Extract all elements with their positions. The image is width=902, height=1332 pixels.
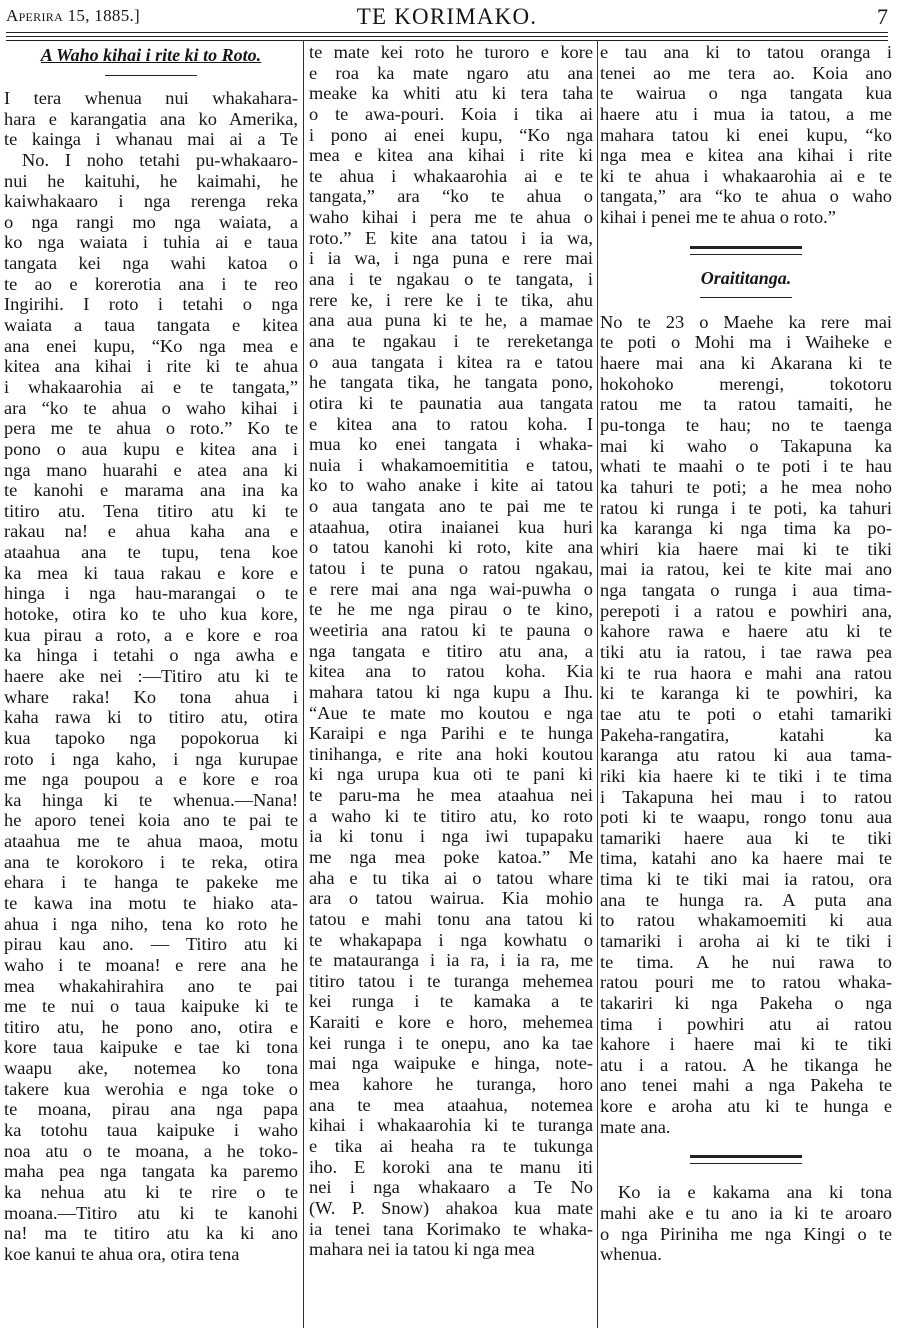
text-line: o aua tangata i kitea ra e tatou bbox=[309, 351, 593, 372]
text-line: ratou me ta ratou tamaiti, he bbox=[600, 394, 892, 415]
text-line: whiri kia haere mai ki te tiki bbox=[600, 538, 892, 559]
text-line: perepoti i a ratou e powhiri ana, bbox=[600, 600, 892, 621]
text-line: ana aua puna ki te he, a mamae bbox=[309, 310, 593, 331]
text-line: tangata kei nga wahi katoa o bbox=[4, 253, 298, 274]
text-line: whenua. bbox=[600, 1244, 662, 1265]
text-line: i whakaarohia ai e te tangata,” bbox=[4, 376, 298, 397]
text-line: kitea ana to ratou koha. Kia bbox=[309, 661, 593, 682]
text-line: haere ake nei :—Titiro atu ki te bbox=[4, 665, 298, 686]
text-line: hotoke, otira ko te uho kua kore, bbox=[4, 604, 298, 625]
text-line: te ao e korerotia ana i te reo bbox=[4, 273, 298, 294]
text-line: karanga atu ratou ki aua tama- bbox=[600, 745, 892, 766]
text-line: i Takapuna hei mau i to ratou bbox=[600, 786, 892, 807]
text-line: to ratou whakamoemiti ki aua bbox=[600, 910, 892, 931]
text-line: i ia wa, i nga puna e rere mai bbox=[309, 248, 593, 269]
text-line: ki te ahua i whakaarohia ai e te bbox=[600, 165, 892, 186]
text-line: kore taua kaipuke e tae ki tona bbox=[4, 1037, 298, 1058]
text-line: tima i powhiri atu ai ratou bbox=[600, 1013, 892, 1034]
text-line: mahara tatou ki nga kupu a Ihu. bbox=[309, 681, 593, 702]
text-line: atu i a ratou. A he tikanga he bbox=[600, 1054, 892, 1075]
text-line: pirau kau ano. — Titiro atu ki bbox=[4, 934, 298, 955]
text-line: ehara i te hanga te pakeke me bbox=[4, 872, 298, 893]
text-line: mea kahore he turanga, horo bbox=[309, 1074, 593, 1095]
text-line: nga mano huarahi e atea ana ki bbox=[4, 459, 298, 480]
text-line: o aua tangata ano te pai me te bbox=[309, 496, 593, 517]
text-line: waho kihai i pera me te ahua o bbox=[309, 207, 593, 228]
text-line: pera me te ahua o roto.” Ko te bbox=[4, 418, 298, 439]
text-line: kitea ana kihai i rite ki te ahua bbox=[4, 356, 298, 377]
text-line: ana te hunga ra. A puta ana bbox=[600, 889, 892, 910]
section-rule bbox=[690, 246, 802, 255]
text-line: ka mea ki taua rakau e kore e bbox=[4, 562, 298, 583]
text-line: mua ko enei tangata i whaka- bbox=[309, 434, 593, 455]
text-line: te ahua i whakaarohia ai e te bbox=[309, 165, 593, 186]
text-line: te poti o Mohi ma i Waiheke e bbox=[600, 332, 892, 353]
text-line: aha e tu tika ai o tatou whare bbox=[309, 867, 593, 888]
text-line: kua pirau a roto, a e kore e roa bbox=[4, 624, 298, 645]
text-line: me nga poupou a e kore e roa bbox=[4, 769, 298, 790]
text-line: he aporo tenei koia ano te pai te bbox=[4, 810, 298, 831]
text-line: nga mea e kitea ana kihai i rite bbox=[600, 145, 892, 166]
text-line: te moana, pirau ana nga papa bbox=[4, 1099, 298, 1120]
text-line: te matauranga i ia ra, i ia ra, me bbox=[309, 950, 593, 971]
text-line: titiro atu, he pono ano, otira e bbox=[4, 1016, 298, 1037]
text-line: tae atu te poti o etahi tamariki bbox=[600, 703, 892, 724]
article-body-continued bbox=[309, 42, 593, 1260]
heading-rule bbox=[700, 297, 792, 298]
text-line: he tangata tika, he tangata pono, bbox=[309, 372, 593, 393]
text-line: te whakapapa i nga kowhatu o bbox=[309, 929, 593, 950]
text-line: tenei ao me tera ao. Koia ano bbox=[600, 62, 892, 83]
text-line: e tau ana ki to tatou oranga i bbox=[600, 42, 892, 62]
text-line: o tatou kanohi ki roto, kite ana bbox=[309, 537, 593, 558]
text-line: tangata,” ara “ko te ahua o bbox=[309, 186, 593, 207]
text-line: (W. P. Snow) ahakoa kua mate bbox=[309, 1197, 593, 1218]
text-line: ki te rua haora e mahi ana ratou bbox=[600, 662, 892, 683]
article-body-end bbox=[600, 42, 892, 228]
text-line: ratou ki runga i te poti, ka tahuri bbox=[600, 497, 892, 518]
text-line: waapu ake, notemea ko tona bbox=[4, 1058, 298, 1079]
text-line: nuia i whakamoemititia e tatou, bbox=[309, 454, 593, 475]
text-line: te he me nga pirau o te kino, bbox=[309, 599, 593, 620]
text-line: moana.—Titiro atu ki te kanohi bbox=[4, 1202, 298, 1223]
text-line: roto i nga kaho, i nga kurupae bbox=[4, 748, 298, 769]
text-line: rakau na! e ahua kaha ana e bbox=[4, 521, 298, 542]
column-divider bbox=[597, 40, 598, 1328]
text-line: ana enei kupu, “Ko nga mea e bbox=[4, 335, 298, 356]
text-line: ko to waho anake i kite ai tatou bbox=[309, 475, 593, 496]
text-line: tima, katahi ano ka haere mai te bbox=[600, 848, 892, 869]
text-line: mea e kitea ana kihai i rite ki bbox=[309, 145, 593, 166]
text-line: rere ke, i rere ke i te tika, ahu bbox=[309, 289, 593, 310]
text-line: mai ki waho o Takapuna ka bbox=[600, 435, 892, 456]
text-line: o nga rangi mo nga waiata, a bbox=[4, 211, 298, 232]
text-line: nui he kaituhi, he kaimahi, he bbox=[4, 170, 298, 191]
text-line: me nga mea poke katoa.” Me bbox=[309, 846, 593, 867]
text-line: kaiwhakaaro i nga rerenga reka bbox=[4, 191, 298, 212]
text-line: ki nga urupa kua oti te pani ki bbox=[309, 764, 593, 785]
text-line: ka karanga ki nga tima ka po- bbox=[600, 518, 892, 539]
text-line: kahore rawa e haere atu ki te bbox=[600, 621, 892, 642]
text-line: ara “ko te ahua o waho kihai i bbox=[4, 397, 298, 418]
text-line: me te nui o taua kaipuke ki te bbox=[4, 996, 298, 1017]
text-line: te wairua o nga tangata kua bbox=[600, 83, 892, 104]
text-line: ratou pouri me to ratou whaka- bbox=[600, 972, 892, 993]
text-line: ahua i nga niho, tena ko roto he bbox=[4, 913, 298, 934]
text-line: te tima. A he nui rawa to bbox=[600, 951, 892, 972]
text-line: a waho ki te titiro atu, ko roto bbox=[309, 805, 593, 826]
text-line: noa atu o te moana, a he toko- bbox=[4, 1140, 298, 1161]
text-line: kihai i whakaarohia ki te turanga bbox=[309, 1115, 593, 1136]
article-heading: A Waho kihai i rite ki to Roto. bbox=[40, 45, 262, 65]
text-line: meake ka whiti atu ki tera taha bbox=[309, 83, 593, 104]
text-line: ana i te ngakau o te tangata, i bbox=[309, 269, 593, 290]
text-line: waho i te moana! e rere ana he bbox=[4, 954, 298, 975]
text-line: mate ana. bbox=[600, 1116, 671, 1137]
text-line: I tera whenua nui whakahara- bbox=[4, 88, 298, 108]
text-line: ka hinga ki te whenua.—Nana! bbox=[4, 789, 298, 810]
text-line: te paru-ma he mea ataahua nei bbox=[309, 785, 593, 806]
text-line: nga tangata e titiro atu ana, a bbox=[309, 640, 593, 661]
text-line: ka nehua atu ki te rire o te bbox=[4, 1181, 298, 1202]
text-line: whati te maahi o te poti i te hau bbox=[600, 456, 892, 477]
page-header bbox=[6, 2, 888, 33]
text-line: e kitea ana to ratou koha. I bbox=[309, 413, 593, 434]
text-line: mai nga waipuke e hinga, note- bbox=[309, 1053, 593, 1074]
text-line: mai ia ratou, kei te kite mai ano bbox=[600, 559, 892, 580]
text-line: otira ki te paunatia aua tangata bbox=[309, 392, 593, 413]
text-line: te kainga i whanau mai ai a Te bbox=[4, 129, 298, 150]
text-line: kihai i penei me te ahua o roto.” bbox=[600, 207, 836, 228]
text-line: te kanohi e marama ana ina ka bbox=[4, 480, 298, 501]
text-line: takere kua werohia e nga toke o bbox=[4, 1078, 298, 1099]
text-line: ia tenei tana Korimako te whaka- bbox=[309, 1218, 593, 1239]
text-line: mea whakahirahira ano te pai bbox=[4, 975, 298, 996]
text-line: ka tahuri te poti; a he mea noho bbox=[600, 476, 892, 497]
text-line: ataahua me te ahua maoa, motu bbox=[4, 831, 298, 852]
text-line: tatou e mahi tonu ana tatou ki bbox=[309, 908, 593, 929]
text-line: ia ki tonu i nga iwi tupapaku bbox=[309, 826, 593, 847]
text-line: e roa ka mate ngaro atu ana bbox=[309, 62, 593, 83]
text-line: maha pea nga tangata ka paremo bbox=[4, 1161, 298, 1182]
text-line: kei runga i te kamaka a te bbox=[309, 991, 593, 1012]
text-line: haere atu i mua ia tatou, a me bbox=[600, 103, 892, 124]
text-line: Pakeha-rangatira, katahi ka bbox=[600, 724, 892, 745]
text-line: pono o aua kupu e kitea ana i bbox=[4, 438, 298, 459]
proverb-text bbox=[600, 1182, 892, 1265]
text-line: kua tapoko nga popokorua ki bbox=[4, 727, 298, 748]
text-line: hinga i nga hau-marangai o te bbox=[4, 583, 298, 604]
text-line: te mate kei roto he turoro e kore bbox=[309, 42, 593, 62]
column-divider bbox=[303, 40, 304, 1328]
text-line: Karaipi e nga Parihi e te hunga bbox=[309, 723, 593, 744]
text-line: tatou i te puna o ratou ngakau, bbox=[309, 558, 593, 579]
text-line: “Aue te mate mo koutou e nga bbox=[309, 702, 593, 723]
section-heading: Oraititanga. bbox=[700, 267, 792, 288]
text-line: kaha rawa ki to titiro atu, otira bbox=[4, 707, 298, 728]
column-3 bbox=[600, 42, 892, 1265]
issue-date: Aperira 15, 1885.] bbox=[6, 6, 141, 25]
text-line: tangata,” ara “ko te ahua o waho bbox=[600, 186, 892, 207]
text-line: nei i nga whakaaro a Te No bbox=[309, 1177, 593, 1198]
text-line: te kawa ina motu te hiako ata- bbox=[4, 892, 298, 913]
text-line: nga tangata o runga i aua tima- bbox=[600, 580, 892, 601]
text-line: roto.” E kite ana tatou i ia wa, bbox=[309, 227, 593, 248]
header-rule bbox=[6, 36, 888, 41]
text-line: riki kia haere ki te tiki i te tima bbox=[600, 765, 892, 786]
news-item-body bbox=[600, 312, 892, 1138]
text-line: tamariki i aroha ai ki te tiki i bbox=[600, 930, 892, 951]
text-line: takariri ki nga Pakeha o nga bbox=[600, 992, 892, 1013]
newspaper-title: TE KORIMAKO. bbox=[356, 4, 538, 29]
text-line: ataahua, otira inaianei kua huri bbox=[309, 516, 593, 537]
text-line: ki te karanga ki te powhiri, ka bbox=[600, 683, 892, 704]
text-line: ano tenei mahi a nga Pakeha te bbox=[600, 1075, 892, 1096]
text-line: weetiria ana ratou ki te pauna o bbox=[309, 619, 593, 640]
text-line: ana te korokoro i te reka, otira bbox=[4, 851, 298, 872]
text-line: haere mai ana ki Akarana ki te bbox=[600, 353, 892, 374]
text-line: Ko ia e kakama ana ki tona bbox=[618, 1182, 892, 1203]
text-line: o nga Piriniha me nga Kingi o te bbox=[600, 1223, 892, 1244]
text-line: hokohoko merengi, tokotoru bbox=[600, 373, 892, 394]
text-line: poti ki te waapu, rongo tonu aua bbox=[600, 807, 892, 828]
text-line: kei runga i te onepu, ano ka tae bbox=[309, 1032, 593, 1053]
text-line: i pono ai enei kupu, “Ko nga bbox=[309, 124, 593, 145]
article-body bbox=[4, 88, 298, 1265]
text-line: titiro atu. Tena titiro atu ki te bbox=[4, 500, 298, 521]
text-line: Ingirihi. I roto i tetahi o nga bbox=[4, 294, 298, 315]
text-line: No. I noho tetahi pu-whakaaro- bbox=[22, 149, 298, 170]
text-line: tiki atu ia ratou, i tae rawa pea bbox=[600, 642, 892, 663]
text-line: tamariki haere aua ki te tiki bbox=[600, 827, 892, 848]
text-line: ara o tatou wairua. Kia mohio bbox=[309, 888, 593, 909]
text-line: ka totohu taua kaipuke i waho bbox=[4, 1120, 298, 1141]
text-line: na! ma te titiro atu ka ki ano bbox=[4, 1223, 298, 1244]
text-line: hara e karangatia ana ko Amerika, bbox=[4, 108, 298, 129]
text-line: e tika ai heaha ra te tukunga bbox=[309, 1135, 593, 1156]
text-line: mahara nei ia tatou ki nga mea bbox=[309, 1239, 535, 1260]
text-line: mahi ake e tu ano ia ki te aroaro bbox=[600, 1203, 892, 1224]
text-line: Karaiti e kore e horo, mehemea bbox=[309, 1012, 593, 1033]
page-number: 7 bbox=[877, 4, 888, 29]
text-line: tinihanga, e rite ana hoki koutou bbox=[309, 743, 593, 764]
text-line: waiata a taua tangata e kitea bbox=[4, 315, 298, 336]
text-line: e rere mai ana nga wai-puwha o bbox=[309, 578, 593, 599]
column-2 bbox=[309, 42, 593, 1260]
text-line: kore e aroha atu ki te hunga e bbox=[600, 1096, 892, 1117]
section-rule bbox=[690, 1155, 802, 1164]
text-line: ana te ngakau i te rereketanga bbox=[309, 330, 593, 351]
text-line: kahore i haere mai ki te tiki bbox=[600, 1034, 892, 1055]
text-line: ataahua ana te tupu, tena koe bbox=[4, 542, 298, 563]
text-line: koe kanui te ahua ora, otira tena bbox=[4, 1243, 240, 1264]
text-line: o te awa-pouri. Koia i tika ai bbox=[309, 103, 593, 124]
text-line: ka hinga i tetahi o nga awha e bbox=[4, 645, 298, 666]
heading-rule bbox=[105, 75, 197, 76]
text-line: pu-tonga te hau; no te taenga bbox=[600, 414, 892, 435]
text-line: tima ki te tiki mai ia ratou, ora bbox=[600, 869, 892, 890]
text-line: titiro tatou i te turanga mehemea bbox=[309, 970, 593, 991]
text-line: mahara tatou ki enei kupu, “ko bbox=[600, 124, 892, 145]
text-line: iho. E koroki ana te manu iti bbox=[309, 1156, 593, 1177]
text-line: No te 23 o Maehe ka rere mai bbox=[600, 311, 892, 332]
text-line: ko nga waiata i tuhia ai e taua bbox=[4, 232, 298, 253]
text-line: whare raka! Ko tona ahua i bbox=[4, 686, 298, 707]
text-line: ana te mea ataahua, notemea bbox=[309, 1094, 593, 1115]
column-1 bbox=[4, 42, 298, 1265]
